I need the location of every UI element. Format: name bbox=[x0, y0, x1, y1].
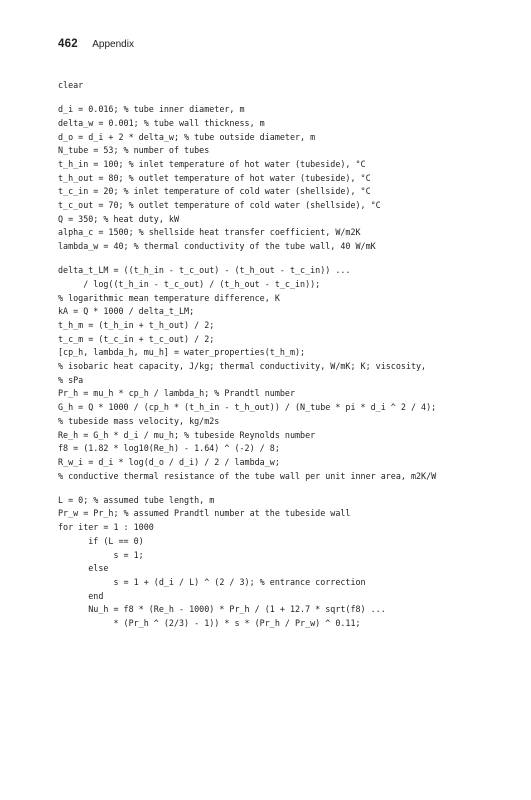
block-gap bbox=[58, 93, 501, 104]
code-line: t_c_in = 20; % inlet temperature of cold water (shellside), °C bbox=[58, 186, 371, 197]
code-listing bbox=[58, 79, 501, 631]
code-line: d_o = d_i + 2 * delta_w; % tube outside diameter, m bbox=[58, 131, 316, 142]
code-line: % tubeside mass velocity, kg/m2s bbox=[58, 415, 220, 426]
code-line: d_i = 0.016; % tube inner diameter, m bbox=[58, 104, 245, 115]
page-header bbox=[58, 34, 134, 52]
block-gap bbox=[58, 483, 501, 494]
code-line: clear bbox=[58, 80, 84, 90]
code-line: t_c_out = 70; % outlet temperature of cold water (shellside), °C bbox=[58, 200, 381, 210]
code-line: G_h = Q * 1000 / (cp_h * (t_h_in - t_h_out)) / (N_tube * pi * d_i ^ 2 / 4); bbox=[58, 402, 437, 413]
code-block bbox=[58, 103, 501, 254]
code-line: R_w_i = d_i * log(d_o / d_i) / 2 / lambda_w; bbox=[58, 456, 280, 467]
code-line: Pr_w = Pr_h; % assumed Prandtl number at the tubeside wall bbox=[58, 508, 351, 519]
code-block bbox=[58, 494, 501, 631]
code-line: alpha_c = 1500; % shellside heat transfer coefficient, W/m2K bbox=[58, 227, 361, 238]
code-line: end bbox=[58, 590, 104, 601]
code-line: t_h_out = 80; % outlet temperature of hot water (tubeside), °C bbox=[58, 172, 371, 183]
running-head: Appendix bbox=[92, 39, 134, 50]
code-block bbox=[58, 79, 501, 93]
code-line: for iter = 1 : 1000 bbox=[58, 522, 154, 533]
code-line: t_h_m = (t_h_in + t_h_out) / 2; bbox=[58, 320, 215, 330]
code-line: Nu_h = f8 * (Re_h - 1000) * Pr_h / (1 + 12.7 * sqrt(f8) ... bbox=[58, 604, 386, 615]
block-gap bbox=[58, 254, 501, 265]
code-line: s = 1; bbox=[58, 549, 144, 560]
code-line: / log((t_h_in - t_c_out) / (t_h_out - t_c_in)); bbox=[58, 278, 321, 289]
code-line: [cp_h, lambda_h, mu_h] = water_properties(t_h_m); bbox=[58, 347, 306, 358]
code-line: s = 1 + (d_i / L) ^ (2 / 3); % entrance correction bbox=[58, 576, 366, 587]
code-line: f8 = (1.82 * log10(Re_h) - 1.64) ^ (-2) / 8; bbox=[58, 443, 280, 454]
code-block bbox=[58, 264, 501, 483]
code-line: else bbox=[58, 563, 109, 574]
code-line: Re_h = G_h * d_i / mu_h; % tubeside Reynolds number bbox=[58, 429, 316, 440]
code-line: lambda_w = 40; % thermal conductivity of the tube wall, 40 W/mK bbox=[58, 241, 376, 252]
code-line: * (Pr_h ^ (2/3) - 1)) * s * (Pr_h / Pr_w) ^ 0.11; bbox=[58, 617, 361, 628]
code-line: L = 0; % assumed tube length, m bbox=[58, 494, 215, 505]
code-line: % logarithmic mean temperature difference, K bbox=[58, 292, 280, 303]
code-line: t_h_in = 100; % inlet temperature of hot water (tubeside), °C bbox=[58, 158, 366, 169]
code-line: delta_t_LM = ((t_h_in - t_c_out) - (t_h_out - t_c_in)) ... bbox=[58, 265, 351, 276]
code-line: Q = 350; % heat duty, kW bbox=[58, 213, 180, 224]
code-line: % sPa bbox=[58, 374, 84, 385]
code-line: t_c_m = (t_c_in + t_c_out) / 2; bbox=[58, 333, 215, 344]
code-line: kA = Q * 1000 / delta_t_LM; bbox=[58, 306, 195, 317]
code-line: % conductive thermal resistance of the tube wall per unit inner area, m2K/W bbox=[58, 470, 437, 481]
code-line: N_tube = 53; % number of tubes bbox=[58, 145, 210, 156]
code-line: % isobaric heat capacity, J/kg; thermal conductivity, W/mK; K; viscosity, bbox=[58, 361, 427, 372]
code-line: Pr_h = mu_h * cp_h / lambda_h; % Prandtl number bbox=[58, 388, 295, 399]
code-line: if (L == 0) bbox=[58, 535, 144, 546]
page-number: 462 bbox=[58, 38, 78, 50]
code-line: delta_w = 0.001; % tube wall thickness, m bbox=[58, 117, 265, 128]
